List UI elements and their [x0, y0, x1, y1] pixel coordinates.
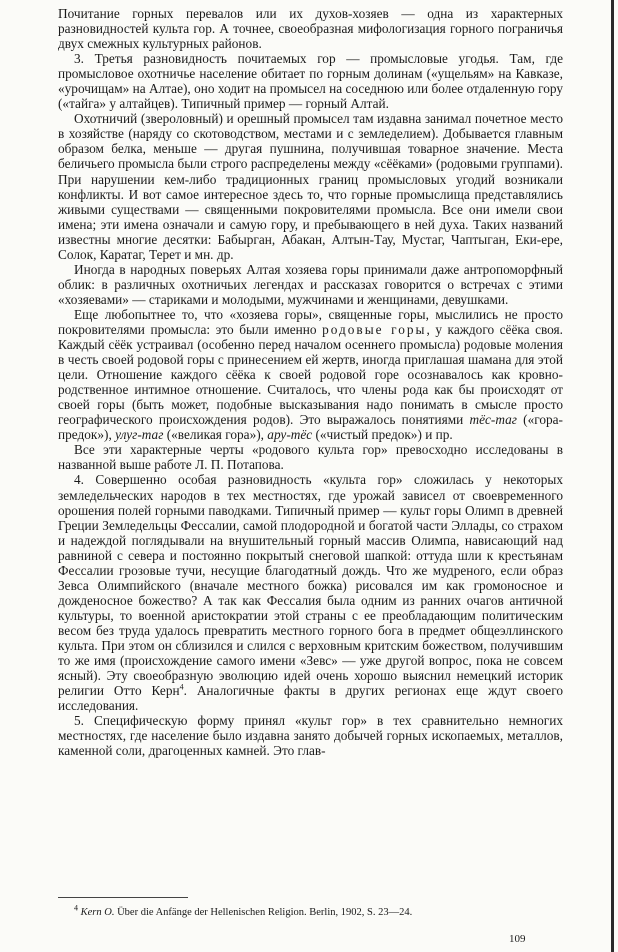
paragraph-mountain-passes: Почитание горных перевалов или их духов-хозяев — одна из характерных разновидностей культа гор. А точнее, своеобразная мифологизация горного пограничья двух смежных культурных районов.: [58, 6, 563, 52]
clan-mountains-text-a: Еще любопытнее то, что «хозяева горы», священные горы, мыслились не просто покровителями промысла: это были именно: [58, 306, 563, 337]
body-text: [58, 6, 563, 758]
footnote-divider: [58, 897, 188, 898]
gloss-tes-tag: («гора-предок»),: [58, 412, 563, 443]
footnote: [58, 903, 563, 919]
paragraph-hunting-grounds: 3. Третья разновидность почитаемых гор — промысловые угодья. Там, где промысловое охотничье население обитает по горным долинам («ущельям» на Кавказе, «урочищам» на Алтае), оно ходит на промысел на соседнюю или более отдаленную гору («тайга» у алтайцев). Типичный пример — горный Алтай.: [58, 51, 563, 112]
footnote-reference: 4: [179, 682, 184, 692]
page-number: 109: [509, 933, 526, 945]
term-aru-tes: ару-тёс: [267, 427, 313, 443]
paragraph-clan-mountains: [58, 307, 563, 442]
footnote-text: Über die Anfänge der Hellenischen Religion. Berlin, 1902, S. 23—24.: [114, 907, 413, 918]
page-edge-border: [611, 0, 614, 952]
term-ulug-tag: улуг-таг: [115, 427, 164, 443]
paragraph-potapov-reference: Все эти характерные черты «родового культа гор» превосходно исследованы в названной выше работе Л. П. Потапова.: [58, 442, 563, 473]
paragraph-olympus-cult: [58, 472, 563, 713]
clan-mountains-text-b: , у каждого сёёка своя. Каждый сёёк устраивал (особенно перед началом осеннего промысла) родовые моления в честь своей родовой горы с принесением ей жертв, иногда приглашая шамана для этой цели. Отношение каждого сёёка к своей родовой горе осознавалось как кровно-родственное интимное отношение. Считалось, что члены рода как бы происходят от своей горы (быть может, подобные высказывания надо понимать в смысле просто географического происхождения родов). Это выражалось понятиями: [58, 321, 563, 428]
paragraph-mining-cult: 5. Специфическую форму принял «культ гор» в тех сравнительно немногих местностях, где население было издавна занято добычей горных ископаемых, металлов, каменной соли, драгоценных камней. Это глав-: [58, 713, 563, 759]
gloss-aru-tes: («чистый предок») и пр.: [312, 427, 453, 443]
clan-mountains-emphasis: родовые горы: [322, 321, 427, 337]
paragraph-anthropomorphic-spirits: Иногда в народных поверьях Алтая хозяева горы принимали даже антропоморфный облик: в различных охотничьих легендах и рассказах говорится о встречах с этими «хозяевами» — стариками и молодыми, мужчинами и женщинами, девушками.: [58, 261, 563, 307]
olympus-text-b: . Аналогичные факты в других регионах еще ждут своего исследования.: [58, 683, 563, 714]
paragraph-altai-hunting: Охотничий (звероловный) и орешный промысел там издавна занимал почетное место в хозяйстве (наряду со скотоводством, местами и с земледелием). Добывается главным образом белка, меньше — другая пушнина, получившая товарное значение. Места беличьего промысла были строго распределены между «сёёками» (родовыми группами). При нарушении кем-либо традиционных границ промысловых угодий возникали конфликты. И вот самое интересное здесь то, что горные промыслища представлялись живыми существами — священными покровителями промысла. Все они имели свои имена; эти имена означали и самую гору, и пребывающего в ней духа. Таких названий известны многие десятки: Бабырган, Абакан, Алтын-Тау, Мустаг, Чаптыган, Еки-ере, Солок, Каратаг, Терет и мн. др.: [58, 111, 563, 262]
olympus-text-a: 4. Совершенно особая разновидность «культа гор» сложилась у некоторых земледельческих народов в тех местностях, где урожай зависел от своевременного орошения полей горными паводками. Типичный пример — культ горы Олимп в древней Греции Земледельцы Фессалии, самой плодородной и богатой части Эллады, со страхом и надеждой поглядывали на внушительный горный массив Олимпа, нависающий над равниной с севера и постоянно покрытый снеговой шапкой: оттуда шли к крестьянам Фессалии грозовые тучи, несущие благодатный дождь. Что же мудреного, если образ Зевса Олимпийского (вначале местного божка) рисовался им как громоносное и дожденосное божество? А так как Фессалия была одним из ранних очагов античной культуры, то военной аристократии этой страны с ее преобладающим политическим весом без труда удалось превратить местного горного бога в предмет общеэллинского культа. При этом он сблизился и слился с верховным критским божеством, получившим то же имя (происхождение самого имени «Зевс» — уже другой вопрос, пока не совсем ясный). Эту своеобразную эволюцию идей очень хорошо выяснил немецкий историк религии Отто Керн: [58, 472, 563, 699]
gloss-ulug-tag: («великая гора»),: [163, 427, 268, 443]
term-tes-tag: тёс-таг: [469, 412, 517, 428]
footnote-mark: 4: [74, 903, 78, 913]
footnote-author: Kern O.: [80, 907, 115, 918]
